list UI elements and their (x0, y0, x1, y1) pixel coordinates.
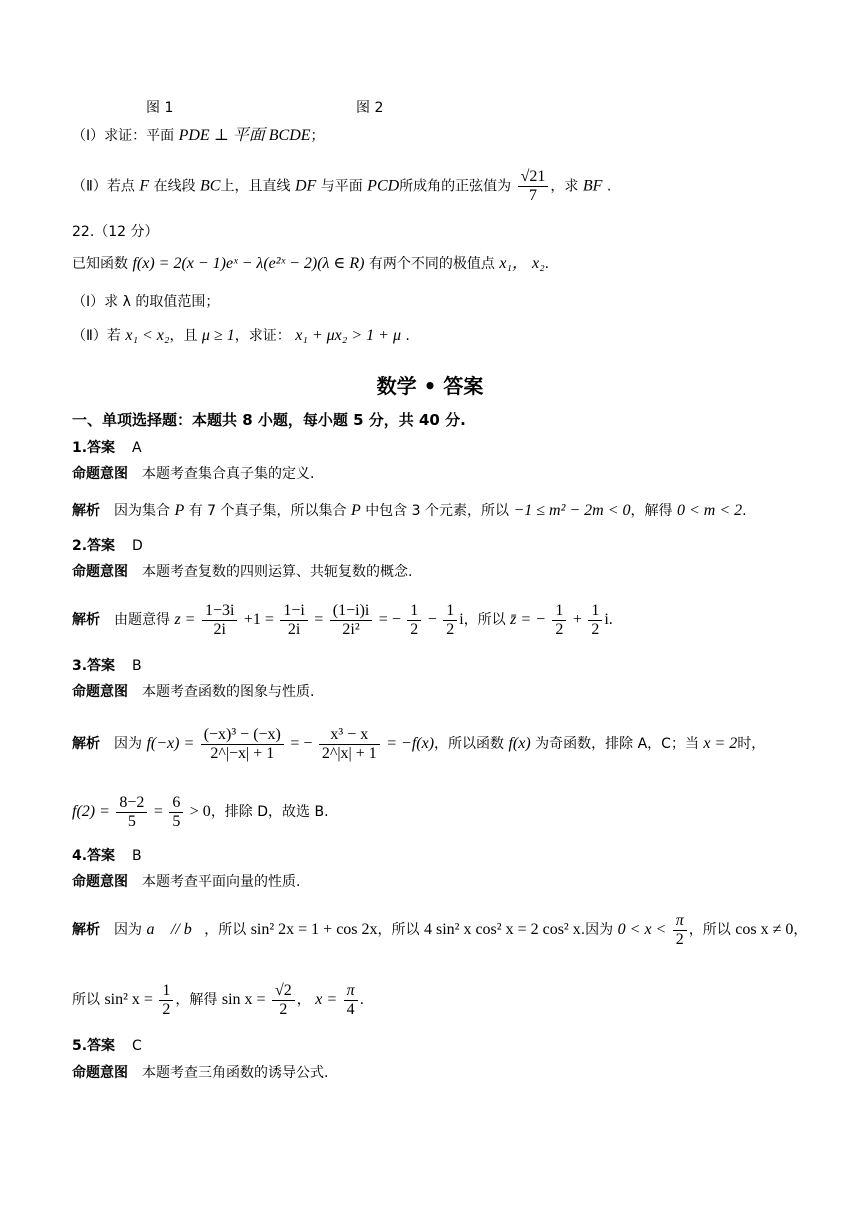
a3-frac-3-den: 5 (127, 812, 136, 830)
a2-answer-label: 答案 (87, 538, 116, 554)
a3-frac-2-den: 2^|x| + 1 (321, 744, 377, 762)
a2-frac-7-num: 1 (588, 602, 602, 621)
a3-frac-4 (169, 794, 183, 831)
a3-analysis-label: 解析 (72, 736, 100, 752)
a1-analysis-d: ，解得 (630, 503, 673, 519)
a2-frac-5-num: 1 (443, 602, 457, 621)
q22-header: 22.（12 分） (72, 224, 159, 240)
a3-frac-1-den: 2^|−x| + 1 (210, 744, 275, 762)
q22-part2-text-a: （Ⅱ）若 (72, 328, 121, 344)
q21-part2-text-b: 在线段 (153, 178, 196, 195)
a2-eq: = (314, 611, 324, 628)
a2-frac-1-den: 2i (213, 620, 226, 638)
a4-analysis-e: ，所以 (688, 922, 731, 938)
q22-stem-text-a: 已知函数 (72, 256, 128, 272)
a4-frac-pi-2 (673, 912, 687, 949)
a4-line2-b: ，解得 (175, 992, 218, 1008)
a3-frac-2 (319, 726, 380, 763)
a4-eq-2: 4 sin² x cos² x = 2 cos² x (423, 921, 581, 938)
q21-part1-math: PDE ⊥ 平面 BCDE (178, 127, 311, 144)
a3-intent (72, 682, 820, 702)
a2-frac-6 (552, 602, 566, 639)
a4-analysis (72, 910, 820, 950)
a1-answer-label: 答案 (87, 440, 116, 456)
a3-eq-3: = (153, 803, 163, 820)
a2-frac-3-num: (1−i)i (330, 602, 373, 621)
a4-frac-pi-4 (344, 982, 358, 1019)
a2-num: 2. (72, 538, 88, 554)
a1-choice: A (131, 440, 142, 456)
a3-num: 3. (72, 658, 88, 674)
a1-set-P-2: P (350, 502, 361, 519)
a2-i-end: i. (604, 611, 613, 628)
q21-part1-text: （Ⅰ）求证：平面 (72, 128, 175, 144)
a1-end: . (742, 503, 747, 519)
a4-frac-pi4-den: 4 (346, 1000, 355, 1018)
a4-eq-1: sin² 2x = 1 + cos 2x (250, 921, 378, 938)
a3-analysis (72, 722, 820, 766)
a3-analysis-b: ，所以函数 (434, 736, 505, 752)
q21-part2-BC: BC (200, 177, 221, 195)
a3-frac-1 (201, 726, 284, 763)
a1-analysis-c: 中包含 3 个元素，所以 (365, 503, 509, 519)
a1-result: 0 < m < 2 (676, 502, 743, 519)
q21-part2-end: . (606, 178, 612, 195)
q21-sine-fraction (518, 168, 549, 205)
a4-num: 4. (72, 848, 88, 864)
a4-frac-root2-den: 2 (279, 1000, 288, 1018)
a3-eq: = − (290, 735, 313, 752)
a1-analysis (72, 501, 820, 521)
a2-eq-2: = − (378, 611, 401, 628)
a1-num: 1. (72, 440, 88, 456)
a2-i: i (459, 611, 464, 628)
a1-set-P: P (174, 502, 185, 519)
a2-frac-1 (202, 602, 237, 639)
a3-fx: f(x) (508, 735, 531, 752)
a4-intent-text: 本题考查平面向量的性质. (142, 874, 301, 890)
q21-part2-text-c: 上，且直线 (220, 178, 291, 195)
q21-part2-text-d: 与平面 (320, 178, 363, 195)
q21-frac-num: √21 (518, 168, 549, 187)
a3-analysis-d: 时， (737, 736, 766, 752)
a2-frac-2-den: 2i (287, 620, 301, 638)
a1-analysis-label: 解析 (72, 503, 100, 519)
a3-analysis-a: 因为 (114, 736, 142, 752)
a2-frac-3 (330, 602, 373, 639)
figure-1-caption: 图 1 (146, 100, 174, 116)
q21-part1 (72, 126, 820, 146)
a4-choice: B (131, 848, 142, 864)
a4-frac-root2-num: √2 (272, 982, 295, 1001)
a1-analysis-b: 有 7 个真子集，所以集合 (188, 503, 347, 519)
a3-frac-3-num: 8−2 (116, 794, 147, 813)
q21-part2-text-a: （Ⅱ）若点 (72, 178, 135, 195)
a2-analysis-label: 解析 (72, 612, 100, 628)
a1-answer (72, 438, 820, 458)
q21-part2 (72, 168, 820, 205)
a4-line2-a: 所以 (72, 992, 100, 1008)
a2-intent-label: 命题意图 (72, 564, 128, 580)
a5-answer-label: 答案 (87, 1038, 116, 1054)
a2-zbar: z̄ = − (510, 611, 546, 628)
a3-frac-2-num: x³ − x (319, 726, 380, 745)
q21-part2-DF: DF (294, 177, 317, 195)
a3-f2: f(2) = (72, 803, 110, 820)
a3-frac-4-num: 6 (169, 794, 183, 813)
a1-inequality: −1 ≤ m² − 2m < 0 (513, 502, 631, 519)
a5-intent-label: 命题意图 (72, 1065, 128, 1081)
q21-part2-PCD: PCD (367, 177, 400, 195)
a2-frac-1-num: 1−3i (202, 602, 237, 621)
a4-intent-label: 命题意图 (72, 874, 128, 890)
q22-part2-math-3: x₁ + μx₂ > 1 + μ (295, 327, 401, 344)
q22-part1: （Ⅰ）求 λ 的取值范围； (72, 294, 220, 310)
a4-frac-pi4-num: π (344, 982, 358, 1001)
section1-heading: 一、单项选择题：本题共 8 小题，每小题 5 分，共 40 分. (72, 411, 466, 429)
a2-frac-5-den: 2 (446, 620, 455, 638)
q21-part1-suffix: ； (310, 128, 325, 144)
a5-answer (72, 1036, 820, 1056)
a2-z-eq: z = (174, 611, 196, 628)
a2-plus: + (572, 611, 582, 628)
a1-intent-label: 命题意图 (72, 466, 128, 482)
q22-stem-vars: x₁， x₂ (499, 255, 545, 272)
a2-intent (72, 562, 820, 582)
a4-frac-root2 (272, 982, 295, 1019)
a5-num: 5. (72, 1038, 88, 1054)
a4-frac-half-den: 2 (162, 1000, 171, 1018)
a4-analysis-a: 因为 (114, 922, 142, 938)
a3-frac-3 (116, 794, 147, 831)
a4-analysis-b: ，所以 (204, 922, 247, 938)
a5-choice: C (131, 1038, 142, 1054)
a3-choice: B (131, 658, 142, 674)
a4-line2-c: ， (296, 992, 311, 1008)
a3-answer-label: 答案 (87, 658, 116, 674)
a4-cos-ne-0: cos x ≠ 0 (735, 921, 794, 938)
a4-sinx: sin x = (221, 991, 266, 1008)
a4-parallel: a⃗ // b⃗ (146, 921, 205, 938)
a2-frac-4-num: 1 (407, 602, 421, 621)
a4-x-eq: x = (315, 991, 338, 1008)
q21-part2-BF: BF (582, 177, 603, 195)
a1-analysis-a: 因为集合 (114, 503, 170, 519)
a3-frac-4-den: 5 (172, 812, 181, 830)
a2-frac-7 (588, 602, 602, 639)
a5-intent-text: 本题考查三角函数的诱导公式. (142, 1065, 329, 1081)
a4-frac-half-num: 1 (159, 982, 173, 1001)
q22-stem-end: . (544, 256, 550, 272)
a4-intent (72, 872, 820, 892)
q22-stem-math: f(x) = 2(x − 1)eˣ − λ(e²ˣ − 2)(λ ∈ R) (132, 255, 365, 272)
a2-analysis-b: ，所以 (463, 612, 506, 628)
figure-2-caption: 图 2 (356, 100, 384, 116)
a4-sin2: sin² x = (104, 991, 153, 1008)
a3-intent-label: 命题意图 (72, 684, 128, 700)
a2-frac-3-den: 2i² (342, 620, 360, 638)
q22-stem-text-b: 有两个不同的极值点 (368, 256, 495, 272)
a4-frac-pi-num: π (673, 912, 687, 931)
a4-range: 0 < x < (617, 921, 667, 938)
q21-frac-den: 7 (529, 187, 538, 204)
a3-f-minus-x: f(−x) = (146, 735, 195, 752)
a1-intent-text: 本题考查集合真子集的定义. (142, 466, 315, 482)
q22-stem (72, 254, 820, 274)
a3-analysis-e: ，排除 D，故选 B. (210, 804, 329, 820)
a5-intent (72, 1063, 820, 1083)
a4-analysis-label: 解析 (72, 922, 100, 938)
a2-analysis-a: 由题意得 (114, 612, 170, 628)
q22-part2-math-2: μ ≥ 1 (201, 327, 235, 344)
a2-plus-one: +1 = (243, 611, 274, 628)
a2-frac-4 (407, 602, 421, 639)
q22-part2-text-c: ，求证： (234, 328, 291, 344)
q22-part2-text-b: ，且 (169, 328, 198, 344)
a2-intent-text: 本题考查复数的四则运算、共轭复数的概念. (142, 564, 413, 580)
a2-frac-2-num: 1−i (280, 602, 307, 621)
a2-choice: D (131, 538, 143, 554)
a2-answer (72, 536, 820, 556)
q21-part2-text-e: 所成角的正弦值为 (399, 178, 512, 195)
q21-part2-text-f: ，求 (550, 178, 579, 195)
a2-frac-6-den: 2 (555, 620, 564, 638)
q22-part2 (72, 326, 820, 346)
a2-frac-2 (280, 602, 307, 639)
a2-frac-7-den: 2 (591, 620, 600, 638)
a3-frac-1-num: (−x)³ − (−x) (201, 726, 284, 745)
a4-analysis-line2 (72, 978, 820, 1022)
a4-analysis-d: .因为 (580, 922, 614, 938)
a4-analysis-c: ，所以 (377, 922, 420, 938)
a2-minus: − (427, 611, 437, 628)
q21-part2-F: F (139, 177, 150, 195)
a3-analysis-c: 为奇函数，排除 A，C；当 (535, 736, 699, 752)
answer-title: 数学 • 答案 (376, 374, 484, 398)
a3-x-eq-2: x = 2 (703, 735, 738, 752)
a3-answer (72, 656, 820, 676)
a2-frac-6-num: 1 (552, 602, 566, 621)
a4-answer (72, 846, 820, 866)
q22-part2-math-1: x₁ < x₂ (125, 327, 170, 344)
a3-eq-2: = −f(x) (386, 735, 435, 752)
a4-analysis-f: ， (793, 922, 808, 938)
a2-frac-5 (443, 602, 457, 639)
a4-frac-pi-den: 2 (675, 930, 684, 948)
a3-intent-text: 本题考查函数的图象与性质. (142, 684, 315, 700)
a1-intent (72, 464, 820, 484)
a3-analysis-line2 (72, 790, 820, 834)
a2-analysis (72, 600, 820, 640)
a2-frac-4-den: 2 (410, 620, 419, 638)
q22-part2-end: . (405, 328, 410, 344)
a4-answer-label: 答案 (87, 848, 116, 864)
a3-gt: > 0 (189, 803, 211, 820)
a4-end: . (359, 992, 365, 1008)
a4-frac-half (159, 982, 173, 1019)
